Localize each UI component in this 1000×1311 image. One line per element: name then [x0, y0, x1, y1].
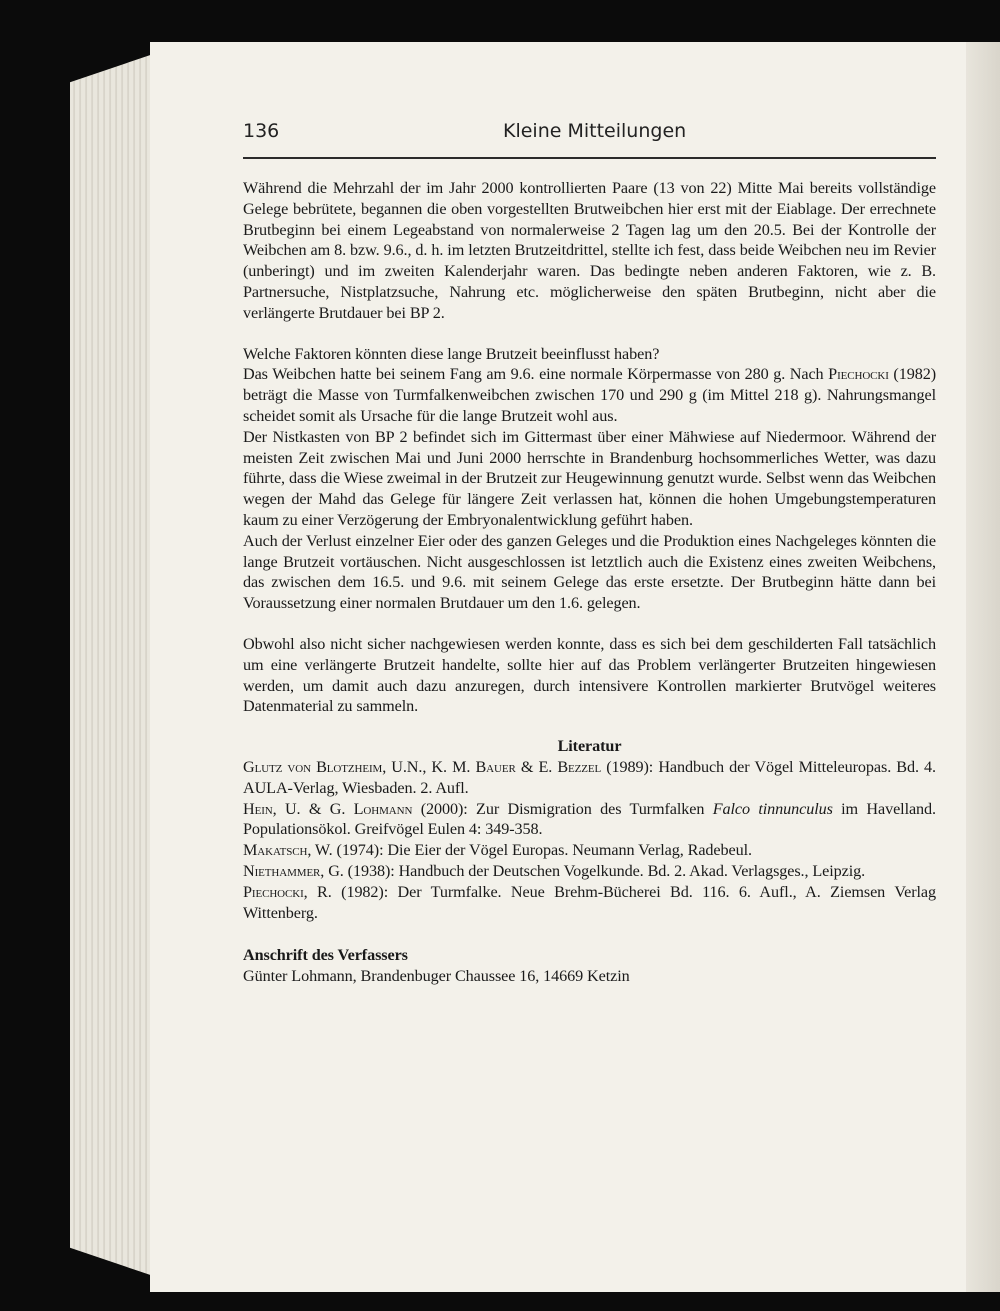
question: Welche Faktoren könnten diese lange Brutzeit beeinflusst haben?	[243, 344, 660, 363]
reference-authors: Hein, U. & G. Lohmann	[243, 799, 413, 818]
paragraph-3: Der Nistkasten von BP 2 befindet sich im Gittermast über einer Mähwiese auf Niedermoor. Während der meisten Zeit zwischen Mai und Juni 2000 herrschte in Brandenburg hochsommerliches Wetter, was dazu führte, dass die Wiese zweimal in der Brutzeit zur Heugewinnung genutzt wurde. Selbst wenn das Weibchen wegen der Mahd das Gelege für längere Zeit verlassen hat, können die hohen Umgebungstemperaturen kaum zu einer Verzögerung der Embryonalentwicklung geführt haben.	[243, 427, 936, 529]
address-line: Günter Lohmann, Brandenbuger Chaussee 16, 14669 Ketzin	[243, 967, 630, 986]
page-content	[243, 120, 936, 987]
reference-authors: Glutz von Blotzheim, U.N., K. M. Bauer & E. Bezzel	[243, 757, 602, 776]
address-heading: Anschrift des Verfassers	[243, 946, 408, 965]
header-rule	[243, 157, 936, 159]
running-header	[243, 120, 936, 156]
running-title: Kleine Mitteilungen	[503, 120, 687, 142]
paragraph-4: Auch der Verlust einzelner Eier oder des ganzen Geleges und die Produktion eines Nachgeleges könnten die lange Brutzeit vortäuschen. Nicht ausgeschlossen ist letztlich auch die Existenz eines zweiten Weibchens, das zwischen dem 16.5. und 9.6. mit seinem Gelege das erste ersetzte. Der Brutbeginn hätte dann bei Voraussetzung einer normalen Brutdauer um den 1.6. gelegen.	[243, 531, 936, 613]
reference-text: (1982): Der Turmfalke. Neue Brehm-Bücherei Bd. 116. 6. Aufl., A. Ziemsen Verlag Wittenberg.	[243, 882, 936, 922]
reference-item	[243, 882, 936, 924]
reference-text: (1989): Handbuch der Vögel Mitteleuropas. Bd. 4. AULA-Verlag, Wiesbaden. 2. Aufl.	[243, 757, 936, 797]
reference-authors: Makatsch, W.	[243, 841, 333, 860]
reference-text: (2000): Zur Dismigration des Turmfalken	[412, 799, 713, 818]
page-number: 136	[243, 120, 280, 142]
species-name: Falco tinnunculus	[712, 799, 833, 818]
reference-text: (1974): Die Eier der Vögel Europas. Neumann Verlag, Radebeul.	[332, 841, 752, 860]
paragraph-1: Während die Mehrzahl der im Jahr 2000 kontrollierten Paare (13 von 22) Mitte Mai bereits vollständige Gelege bebrütete, begannen die oben vorgestellten Brutweibchen hier erst mit der Eiablage. Der errechnete Brutbeginn bei einem Legeabstand von normalerweise 2 Tagen lag um den 20.5. Bei der Kontrolle der Weibchen am 8. bzw. 9.6., d. h. im letzten Brutzeitdrittel, stellte ich fest, dass beide Weibchen neu im Revier (unberingt) und im zweiten Kalenderjahr waren. Das bedingte neben anderen Faktoren, wie z. B. Partnersuche, Nistplatzsuche, Nahrung etc. möglicherweise den späten Brutbeginn, nicht aber die verlängerte Brutdauer bei BP 2.	[243, 179, 936, 322]
paragraph-2-text: Das Weibchen hatte bei seinem Fang am 9.6. eine normale Körpermasse von 280 g. Nach	[243, 365, 829, 384]
reference-authors: Niethammer, G.	[243, 861, 344, 880]
paragraph-5: Obwohl also nicht sicher nachgewiesen werden konnte, dass es sich bei dem geschilderten Fall tatsächlich um eine verlängerte Brutzeit handelte, sollte hier auf das Problem verlängerter Brutzeiten hingewiesen werden, um damit auch dazu anzuregen, durch intensivere Kontrollen markierter Brutvögel weiteres Datenmaterial zu sammeln.	[243, 634, 936, 716]
reference-item	[243, 861, 936, 882]
page-right-edge	[966, 42, 1000, 1292]
reference-list	[243, 757, 936, 923]
literature-heading: Literatur	[557, 737, 622, 756]
reference-authors: Piechocki, R.	[243, 882, 332, 901]
reference-item	[243, 840, 936, 861]
reference-item	[243, 757, 936, 799]
cited-author: Piechocki	[828, 365, 889, 384]
body-text	[243, 178, 936, 987]
reference-text: (1938): Handbuch der Deutschen Vogelkunde. Bd. 2. Akad. Verlagsges., Leipzig.	[343, 861, 866, 880]
paragraph-2	[243, 364, 936, 426]
reference-text-end: im Havelland. Populationsökol. Greifvögel Eulen 4: 349-358.	[243, 799, 936, 839]
reference-item	[243, 799, 936, 841]
paragraph-2-text-end: (1982) beträgt die Masse von Turmfalkenweibchen zwischen 170 und 290 g (im Mittel 218 g). Nahrungsmangel scheidet somit als Ursache für die lange Brutzeit wohl aus.	[243, 365, 936, 425]
